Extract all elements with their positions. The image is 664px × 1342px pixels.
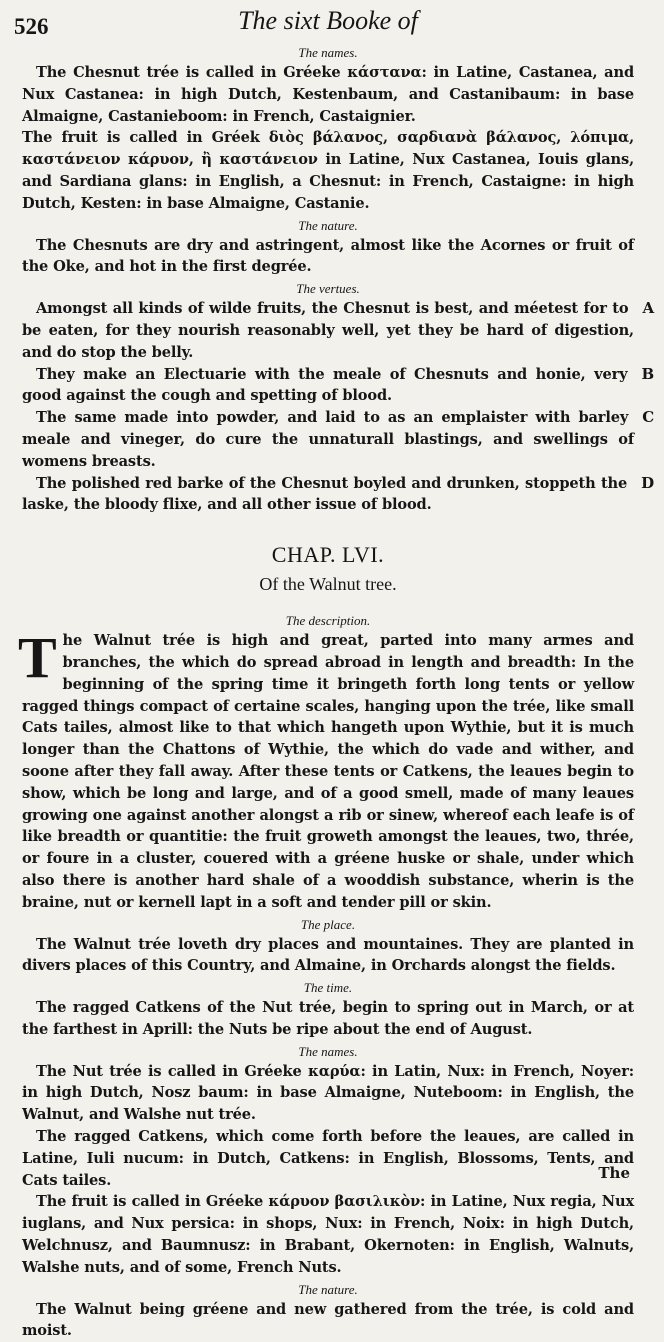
paragraph: B They make an Electuarie with the meale of Chesnuts and honie, very good against the cough and spetting of blood.	[22, 364, 654, 405]
paragraph: C The same made into powder, and laid to as an emplaister with barley meale and vineger, do cure the unnaturall blastings, and swellings of womens breasts.	[22, 408, 654, 470]
section-heading-description: The description.	[285, 613, 371, 629]
section-heading-nature: The nature.	[298, 217, 358, 233]
section-heading-nature: The nature.	[298, 1281, 358, 1297]
paragraph: The Walnut being gréene and new gathered from the trée, is cold and moist.	[22, 1300, 634, 1340]
paragraph: The fruit is called in Gréek διὸς βάλανος, σαρδιανὰ βάλανος, λόπιμα, καστάνειον κάρυον, ἢ καστάνειον in Latine, Nux Castanea, Iouis glans, and Sardiana glans: in English, a Chesnut: in French, Castaigne: in high Dutch, Kesten: in base Almaigne, Castanie.	[22, 129, 634, 212]
margin-mark: A	[642, 299, 654, 318]
section-heading-names: The names.	[298, 1043, 358, 1059]
margin-mark: D	[641, 473, 654, 492]
section-heading-time: The time.	[303, 980, 353, 996]
page-number: 526	[14, 14, 49, 39]
catchword: The	[598, 1164, 630, 1182]
section-heading-names: The names.	[298, 45, 358, 60]
section-heading-vertues: The vertues.	[296, 281, 360, 297]
paragraph: The ragged Catkens, which come forth before the leaues, are called in Latine, Iuli nucum: in Dutch, Catkens: in English, Blossoms, Tents, and Cats tailes.	[22, 1128, 634, 1189]
paragraph: The Walnut trée is high and great, parted into many armes and branches, the which do spread abroad in length and breadth: In the beginning of the spring time it bringeth forth long tents or yellow ragged things compact of certaine scales, hanging upon the trée, like small Cats tailes, almost like to that which hangeth upon Wythie, but it is much longer than the Chattons of Wythie, the which do vade and wither, and soone after they fall away. After these tents or Catkens, the leaues begin to show, which be long and large, and of a good smell, made of many leaues growing one against another alongst a rib or sinew, whereof each leafe is of like breadth or quantitie: the fruit groweth amongst the leaues, two, thrée, or foure in a cluster, couered with a gréene huske or shale, under which also there is another hard shale of a wooddish substance, wherin is the braine, nut or kernell lapt in a soft and tender pill or skin.	[18, 625, 634, 911]
running-title: The sixt Booke of	[238, 6, 418, 35]
paragraph: The Walnut trée loveth dry places and mountaines. They are planted in divers places of this Country, and Almaine, in Orchards alongst the fields.	[22, 935, 634, 975]
paragraph: The fruit is called in Gréeke κάρυον βασιλικὸν: in Latine, Nux regia, Nux iuglans, and Nux persica: in shops, Nux: in French, Noix: in high Dutch, Welchnusz, and Baumnusz: in Brabant, Okernoten: in English, Walnuts, Walshe nuts, and of some, French Nuts.	[22, 1193, 634, 1276]
page-header	[14, 4, 634, 42]
chapter-title: Of the Walnut tree.	[259, 574, 397, 595]
paragraph: A Amongst all kinds of wilde fruits, the Chesnut is best, and méetest for to be eaten, for they nourish reasonably well, yet they be hard of digestion, and do stop the belly.	[22, 299, 654, 361]
drop-cap: T	[18, 625, 57, 691]
paragraph: D The polished red barke of the Chesnut boyled and drunken, stoppeth the laske, the bloody flixe, and all other issue of blood.	[22, 473, 654, 514]
paragraph: The Chesnut trée is called in Gréeke κάστανα: in Latine, Castanea, and Nux Castanea: in high Dutch, Kestenbaum, and Castanibaum: in base Almaigne, Castanieboom: in French, Castaignier.	[22, 64, 634, 125]
margin-mark: B	[641, 364, 654, 383]
paragraph: The Chesnuts are dry and astringent, almost like the Acornes or fruit of the Oke, and hot in the first degrée.	[22, 236, 634, 276]
margin-mark: C	[642, 408, 654, 427]
paragraph: The Nut trée is called in Gréeke καρύα: in Latin, Nux: in French, Noyer: in high Dutch, Nosz baum: in base Almaigne, Nuteboom: in English, the Walnut, and Walshe nut trée.	[22, 1062, 634, 1124]
chapter-number: CHAP. LVI.	[271, 542, 385, 568]
paragraph: The ragged Catkens of the Nut trée, begin to spring out in March, or at the farthest in Aprill: the Nuts be ripe about the end of August.	[22, 999, 634, 1038]
section-heading-place: The place.	[300, 916, 356, 932]
